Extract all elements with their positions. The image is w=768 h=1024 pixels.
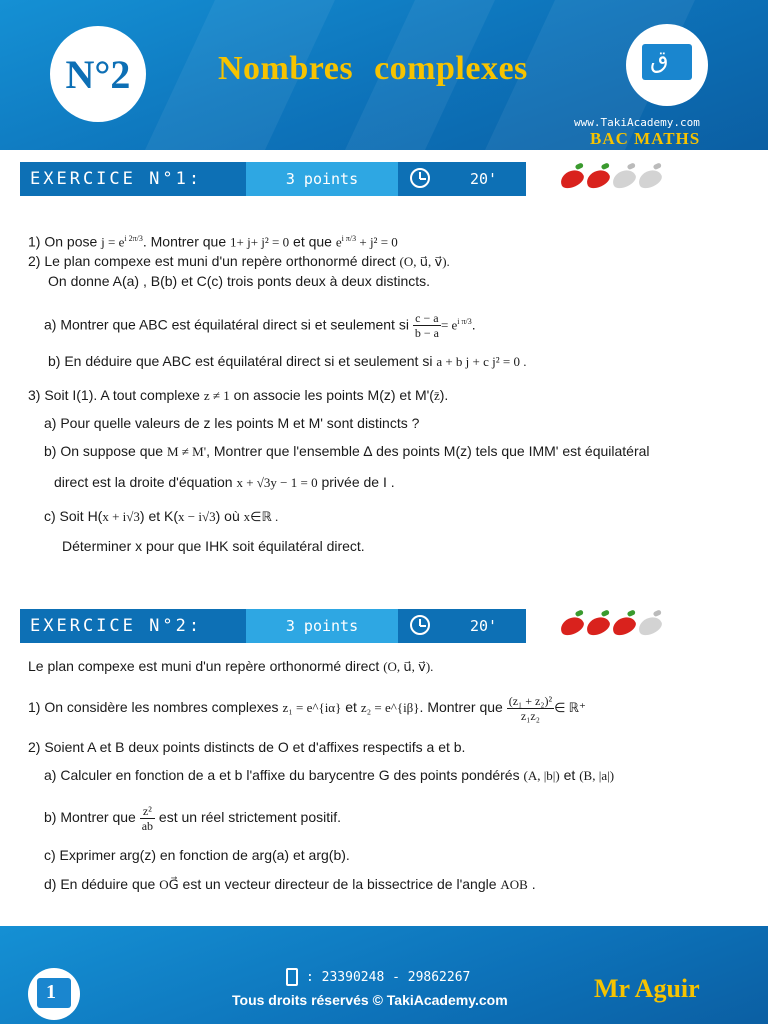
ex2-intro: Le plan compexe est muni d'un repère orthonormé direct (O, u⃗, v⃗). (28, 658, 434, 674)
website-url: www.TakiAcademy.com (574, 116, 700, 129)
chili-pepper-icon (558, 614, 587, 639)
difficulty-rating (560, 171, 662, 187)
copyright-text: Tous droits réservés © TakiAcademy.com (232, 992, 508, 1008)
chili-pepper-icon (610, 614, 639, 639)
page-header (0, 0, 768, 150)
page-footer (0, 926, 768, 1024)
clock-icon (410, 615, 430, 635)
phone-numbers: : 23390248 - 29862267 (306, 970, 471, 985)
ex2-q2b: b) Montrer que $\frac{\text{z²}}{ab}$ est un réel strictement positif. (44, 803, 342, 833)
ex2-q2: 2) Soient A et B deux points distincts de O et d'affixes respectifs a et b. (28, 739, 466, 755)
ex1-q3c-task: Déterminer x pour que IHK soit équilatéral direct. (62, 538, 365, 554)
author-name: Mr Aguir (594, 974, 700, 1003)
exercise-1-time: 20' (398, 162, 526, 196)
exercise-1-points: 3 points (246, 162, 398, 196)
takiacademy-logo-icon: ق (626, 24, 708, 106)
chili-pepper-icon (584, 614, 613, 639)
ex1-q3: 3) Soit I(1). A tout complexe z ≠ 1 on associe les points M(z) et M'(z̄). (28, 387, 449, 403)
exercise-2-header (20, 609, 526, 643)
chili-pepper-icon (636, 167, 665, 192)
bac-subtitle: BAC MATHS (590, 129, 701, 148)
ex1-q3b: b) On suppose que M ≠ M', Montrer que l'ensemble ∆ des points M(z) tels que IMM' est équilatéral (44, 443, 650, 459)
chili-pepper-icon (584, 167, 613, 192)
page-title: Nombres complexes (218, 50, 528, 87)
clock-icon (410, 168, 430, 188)
chapter-number-badge (50, 26, 146, 122)
mobile-phone-icon (286, 968, 298, 986)
ex2-q1: 1) On considère les nombres complexes z₁ = e^{iα} et z₂ = e^{iβ}. Montrer que $\frac{\text{(z₁ + z₂)²}}{\text{z₁z₂}}$ ∈ ℝ⁺ (28, 693, 586, 723)
ex2-q2c: c) Exprimer arg(z) en fonction de arg(a) et arg(b). (44, 847, 350, 863)
ex1-q2-given: On donne A(a) , B(b) et C(c) trois ponts deux à deux distincts. (48, 273, 431, 289)
ex2-q2a: a) Calculer en fonction de a et b l'affixe du barycentre G des points pondérés (A, |b|) et (B, |a|) (44, 767, 615, 783)
page-number-badge (28, 968, 80, 1020)
page-number: 1 (46, 981, 56, 1003)
ex1-q3a: a) Pour quelle valeurs de z les points M et M' sont distincts ? (44, 415, 420, 431)
chapter-number: N°2 (65, 51, 131, 97)
ex2-q2d: d) En déduire que OG⃗ est un vecteur directeur de la bissectrice de l'angle AOB . (44, 876, 536, 892)
ex1-q3b-line: direct est la droite d'équation x + √3y − 1 = 0 privée de I . (54, 474, 395, 490)
ex1-q2b: b) En déduire que ABC est équilatéral direct si et seulement si a + b j + c j² = 0 . (48, 353, 527, 369)
chili-pepper-icon (558, 167, 587, 192)
chili-pepper-icon (636, 614, 665, 639)
exercise-2-points: 3 points (246, 609, 398, 643)
exercise-2-time: 20' (398, 609, 526, 643)
ex1-q3c: c) Soit H(x + i√3) et K(x − i√3) où x∈ℝ . (44, 508, 279, 524)
exercise-2-label: EXERCICE N°2: (20, 609, 246, 643)
ex1-q2: 2) Le plan compexe est muni d'un repère orthonormé direct (O, u⃗, v⃗). (28, 253, 450, 269)
exercise-1-header (20, 162, 526, 196)
exercise-1-label: EXERCICE N°1: (20, 162, 246, 196)
ex1-q2a: a) Montrer que ABC est équilatéral direct si et seulement si $\frac{c - a}{b - a}$ = $e^{i \pi/3}$. (44, 311, 476, 341)
ex1-q1: 1) On pose $j = e^{i 2\pi/3}$. Montrer que 1+ j+ j² = 0 et que $e^{i \pi/3} + j^2 = 0$ (28, 233, 398, 250)
difficulty-rating (560, 618, 662, 634)
chili-pepper-icon (610, 167, 639, 192)
